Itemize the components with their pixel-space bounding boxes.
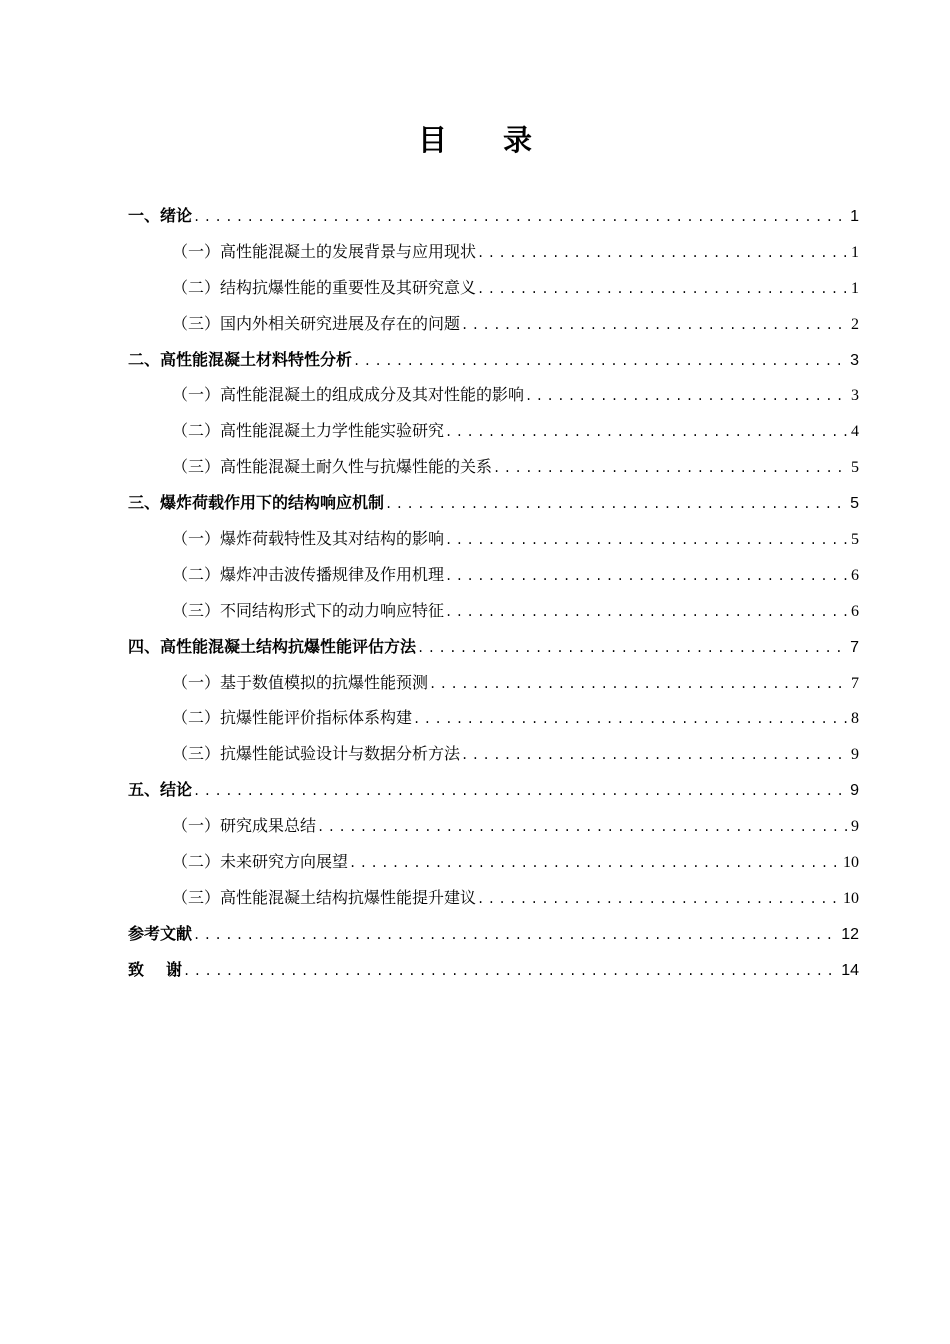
- toc-entry-label: （三）国内外相关研究进展及存在的问题: [172, 313, 461, 333]
- toc-entry-page-number: 3: [850, 351, 859, 369]
- toc-entry-section[interactable]: [128, 736, 859, 772]
- dot-leader: [445, 415, 849, 451]
- toc-entry-section[interactable]: [128, 521, 859, 557]
- toc-entry-section[interactable]: [128, 306, 859, 342]
- dot-leader: [525, 379, 849, 415]
- dot-leader: [477, 272, 849, 308]
- toc-entry-section[interactable]: [128, 808, 859, 844]
- toc-entry-label: （二）高性能混凝土力学性能实验研究: [172, 421, 445, 441]
- dot-leader: [445, 559, 849, 595]
- dot-leader: [461, 738, 849, 774]
- toc-entry-section[interactable]: [128, 593, 859, 629]
- toc-entry-page-number: 1: [851, 243, 859, 261]
- toc-entry-label: 三、爆炸荷载作用下的结构响应机制: [128, 493, 385, 513]
- toc-entry-page-number: 5: [851, 531, 859, 549]
- toc-entry-section[interactable]: [128, 844, 859, 880]
- dot-leader: [417, 631, 848, 667]
- toc-entry-chapter[interactable]: [128, 342, 859, 378]
- dot-leader: [193, 774, 848, 810]
- toc-entry-section[interactable]: [128, 700, 859, 736]
- toc-entry-page-number: 1: [850, 208, 859, 225]
- toc-entry-chapter[interactable]: [128, 629, 859, 665]
- toc-entry-page-number: 9: [850, 782, 859, 800]
- toc-entry-page-number: 6: [851, 602, 859, 620]
- toc-entry-section[interactable]: [128, 270, 859, 306]
- toc-entry-section[interactable]: [128, 557, 859, 593]
- dot-leader: [193, 200, 848, 236]
- toc-entry-page-number: 10: [843, 854, 859, 872]
- dot-leader: [477, 882, 841, 918]
- toc-entry-label: （一）高性能混凝土的发展背景与应用现状: [172, 241, 477, 261]
- dot-leader: [429, 667, 849, 703]
- toc-entry-label: 一、绪论: [128, 206, 193, 225]
- toc-entry-section[interactable]: [128, 377, 859, 413]
- toc-entry-label: 参考文献: [128, 923, 193, 943]
- toc-entry-label: （二）爆炸冲击波传播规律及作用机理: [172, 564, 445, 584]
- toc-entry-label: （一）高性能混凝土的组成成分及其对性能的影响: [172, 385, 525, 405]
- toc-entry-page-number: 1: [851, 279, 859, 297]
- toc-entry-label: （三）抗爆性能试验设计与数据分析方法: [172, 744, 461, 764]
- toc-entry-page-number: 9: [851, 818, 859, 836]
- toc-entry-chapter[interactable]: [128, 485, 859, 521]
- dot-leader: [445, 523, 849, 559]
- dot-leader: [385, 487, 848, 523]
- toc-title-part-1: 目: [417, 123, 447, 157]
- toc-entry-label: （二）未来研究方向展望: [172, 852, 349, 872]
- toc-entry-label: [128, 952, 182, 988]
- toc-entry-label: （一）基于数值模拟的抗爆性能预测: [172, 672, 429, 692]
- toc-entry-section[interactable]: [128, 665, 859, 701]
- toc-entry-page-number: 5: [850, 495, 859, 513]
- dot-leader: [349, 846, 841, 882]
- toc-entry-chapter[interactable]: [128, 772, 859, 808]
- toc-entry-page-number: 7: [850, 638, 859, 656]
- toc-entry-page-number: 4: [851, 423, 859, 441]
- toc-entry-references[interactable]: [128, 916, 859, 952]
- toc-entry-page-number: 12: [841, 925, 859, 943]
- dot-leader: [193, 918, 839, 954]
- toc-entry-page-number: 5: [851, 459, 859, 477]
- toc-entry-section[interactable]: [128, 880, 859, 916]
- toc-entry-page-number: 8: [851, 710, 859, 728]
- toc-entry-label: （一）研究成果总结: [172, 816, 317, 836]
- toc-list: [128, 198, 859, 988]
- dot-leader: [317, 810, 849, 846]
- toc-entry-page-number: 2: [851, 315, 859, 333]
- toc-entry-label-part-1: 致: [128, 959, 145, 979]
- toc-entry-label: （三）高性能混凝土耐久性与抗爆性能的关系: [172, 457, 493, 477]
- toc-entry-label: （二）抗爆性能评价指标体系构建: [172, 708, 413, 728]
- toc-entry-page-number: 14: [841, 961, 859, 979]
- toc-entry-page-number: 10: [843, 889, 859, 907]
- toc-entry-label: （三）高性能混凝土结构抗爆性能提升建议: [172, 887, 477, 907]
- toc-entry-chapter[interactable]: [128, 198, 859, 234]
- dot-leader: [413, 702, 849, 738]
- toc-entry-label-part-2: 谢: [166, 959, 183, 979]
- toc-entry-label: （二）结构抗爆性能的重要性及其研究意义: [172, 277, 477, 297]
- toc-entry-label: （一）爆炸荷载特性及其对结构的影响: [172, 529, 445, 549]
- toc-entry-label: （三）不同结构形式下的动力响应特征: [172, 600, 445, 620]
- toc-entry-label: 五、结论: [128, 780, 193, 800]
- toc-title: [0, 118, 950, 162]
- dot-leader: [445, 595, 849, 631]
- toc-entry-section[interactable]: [128, 234, 859, 270]
- toc-title-part-2: 录: [503, 123, 533, 157]
- toc-entry-label: 四、高性能混凝土结构抗爆性能评估方法: [128, 636, 417, 656]
- toc-entry-section[interactable]: [128, 413, 859, 449]
- dot-leader: [353, 344, 848, 380]
- toc-entry-page-number: 6: [851, 566, 859, 584]
- dot-leader: [183, 954, 839, 990]
- toc-entry-page-number: 3: [851, 387, 859, 405]
- toc-entry-label: 二、高性能混凝土材料特性分析: [128, 349, 353, 369]
- toc-entry-page-number: 9: [851, 746, 859, 764]
- toc-entry-section[interactable]: [128, 449, 859, 485]
- dot-leader: [461, 308, 849, 344]
- toc-entry-page-number: 7: [851, 674, 859, 692]
- dot-leader: [493, 451, 849, 487]
- dot-leader: [477, 236, 849, 272]
- toc-entry-acknowledgements[interactable]: [128, 952, 859, 988]
